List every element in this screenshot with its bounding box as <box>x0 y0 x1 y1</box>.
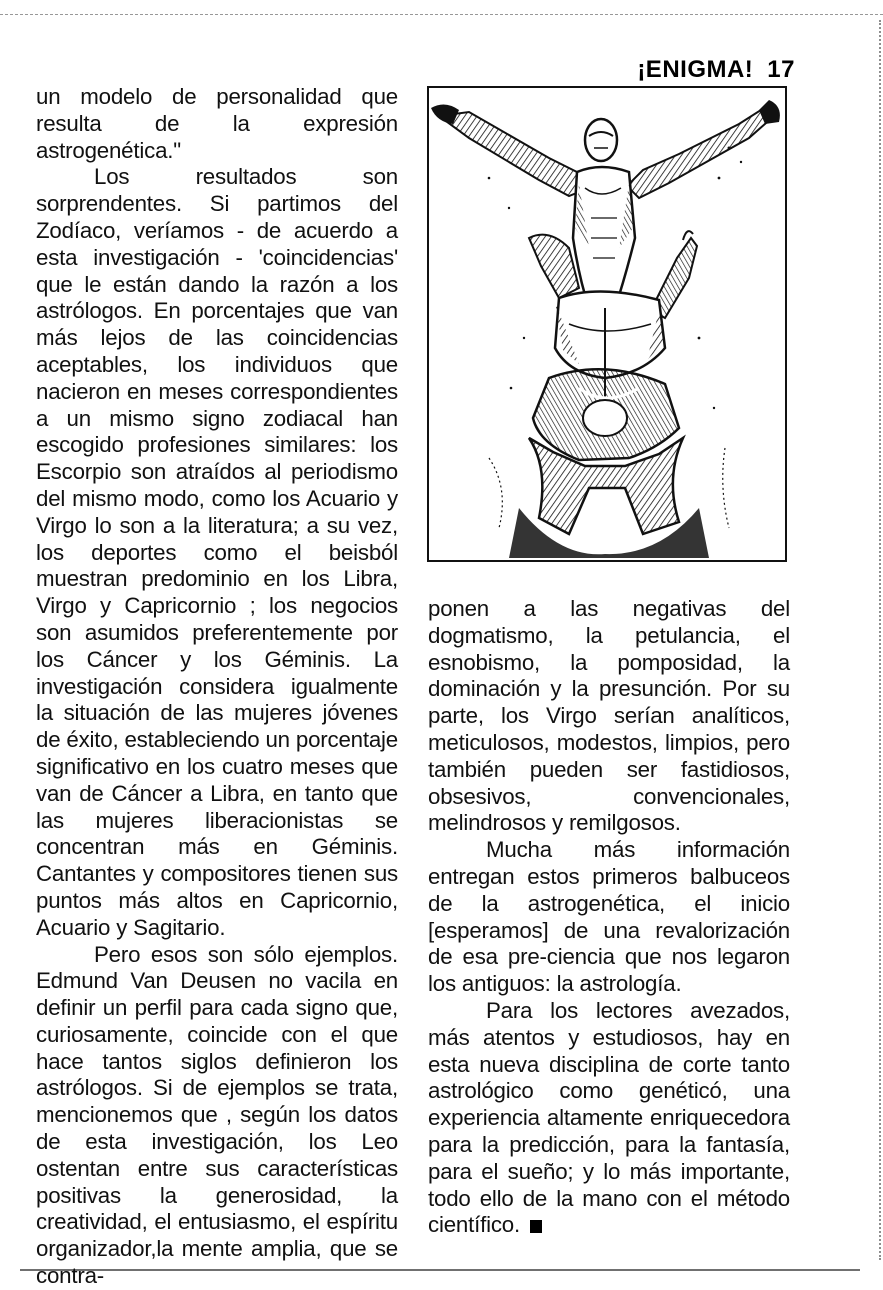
paragraph: Los resultados son sorprendentes. Si partimos del Zodíaco, veríamos - de acuerdo a esta investigación - 'coincidencias' que le están dando la razón a los astrólogos. En porcentajes que van más lejos de las coincidencias aceptables, los individuos que nacieron en meses correspondientes a un mismo signo zodiacal han escogido profesiones similares: los Escorpio son atraídos al periodismo del mismo modo, como los Acuario y Virgo lo son a la literatura; a su vez, los deportes como el beisból muestran predominio en los Libra, Virgo y Capricornio ; los negocios son asumidos preferentemente por los Cáncer y los Géminis. La investigación considera igualmente la situación de las mujeres jóvenes de éxito, estableciendo un porcentaje significativo en los cuatro meses que van de Cáncer a Libra, en tanto que las mujeres liberacionistas se concentran más en Géminis. Cantantes y compositores tienen sus puntos más altos en Capricornio, Acuario y Sagitario. <box>36 164 399 940</box>
paragraph: un modelo de personalidad que resulta de la expresión astrogenética." <box>36 84 398 163</box>
paragraph: ponen a las negativas del dogmatismo, la petulancia, el esnobismo, la pomposidad, la dominación y la presunción. Por su parte, los Virgo serían analíticos, meticulosos, modestos, limpios, pero también pueden ser fastidiosos, obsesivos, convencionales, melindrosos y remilgosos. <box>428 596 790 836</box>
left-column <box>36 84 398 1290</box>
scan-edge-right <box>875 20 881 1260</box>
page-header <box>637 56 795 84</box>
end-mark-icon <box>530 1220 542 1233</box>
paragraph-final-text: Para los lectores avezados, más atentos y estudiosos, hay en esta nueva disciplina de corte tanto astrológico como genéticó, una experiencia altamente enriquecedora para la predicción, para la fantasía, para el sueño; y lo más importante, todo ello de la mano con el método científico. <box>428 997 790 1238</box>
magazine-title: ¡ENIGMA! <box>637 56 754 83</box>
right-column <box>428 596 790 1239</box>
figures-illustration <box>427 86 787 562</box>
paragraph: Mucha más información entregan estos primeros balbuceos de la astrogenética, el inicio [esperamos] de una revalorización de esa pre-ciencia que nos legaron los antiguos: la astrología. <box>428 837 790 997</box>
astrological-figures-drawing-icon <box>429 88 785 560</box>
scan-edge-top <box>0 0 883 15</box>
paragraph-final <box>428 998 790 1239</box>
page-number: 17 <box>767 56 795 83</box>
paragraph: Pero esos son sólo ejemplos. Edmund Van Deusen no vacila en definir un perfil para cada signo que, curiosamente, coincide con el que hace tantos siglos definieron los astrólogos. Si de ejemplos se trata, mencionemos que , según los datos de esta investigación, los Leo ostentan entre sus características positivas la generosidad, la creatividad, el entusiasmo, el espíritu organizador,la mente amplia, que se contra- <box>36 941 398 1289</box>
